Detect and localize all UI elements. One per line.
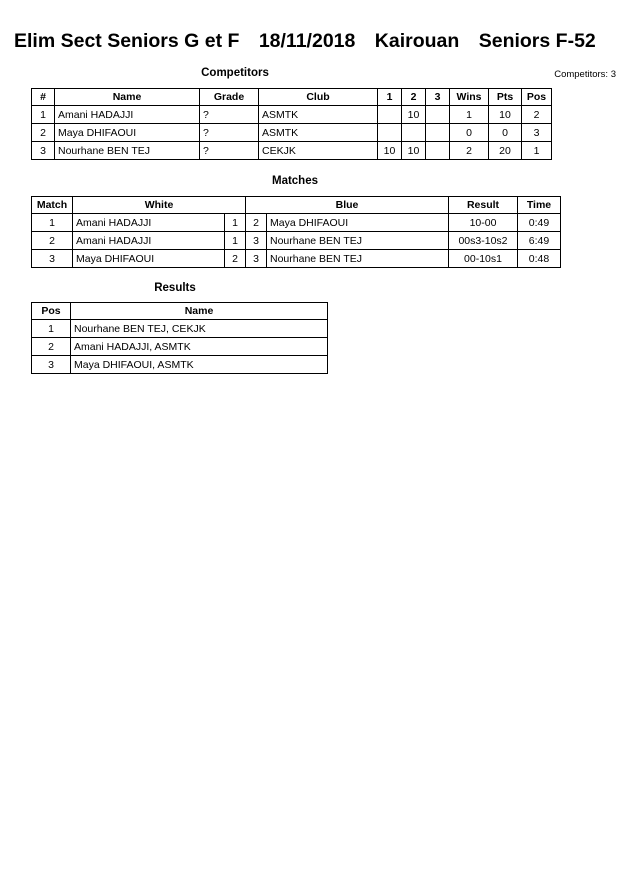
- cell-position: 3: [522, 124, 552, 142]
- cell-grade: ?: [200, 124, 259, 142]
- cell-club: ASMTK: [259, 124, 378, 142]
- cell-blue-number: 3: [246, 250, 267, 268]
- column-header-wins: Wins: [450, 89, 489, 106]
- cell-club: CEKJK: [259, 142, 378, 160]
- cell-time: 6:49: [518, 232, 561, 250]
- cell-white-number: 1: [225, 232, 246, 250]
- cell-white-number: 1: [225, 214, 246, 232]
- column-header-position: Pos: [32, 303, 71, 320]
- matches-table: [31, 196, 561, 268]
- cell-position: 2: [32, 338, 71, 356]
- cell-number: 2: [32, 124, 55, 142]
- column-header-grade: Grade: [200, 89, 259, 106]
- cell-name: Maya DHIFAOUI, ASMTK: [71, 356, 328, 374]
- cell-name: Maya DHIFAOUI: [55, 124, 200, 142]
- cell-points: 20: [489, 142, 522, 160]
- cell-result: 10-00: [449, 214, 518, 232]
- cell-position: 2: [522, 106, 552, 124]
- cell-round-1: [378, 106, 402, 124]
- cell-name: Amani HADAJJI, ASMTK: [71, 338, 328, 356]
- column-header-white: White: [73, 197, 246, 214]
- table-row: [32, 356, 328, 374]
- cell-grade: ?: [200, 106, 259, 124]
- column-header-round-3: 3: [426, 89, 450, 106]
- page-title-location: Kairouan: [374, 30, 460, 52]
- column-header-name: Name: [55, 89, 200, 106]
- cell-white-name: Maya DHIFAOUI: [73, 250, 225, 268]
- cell-match-number: 2: [32, 232, 73, 250]
- cell-round-3: [426, 124, 450, 142]
- cell-round-2: 10: [402, 106, 426, 124]
- cell-position: 3: [32, 356, 71, 374]
- table-header-row: [32, 197, 561, 214]
- cell-round-1: [378, 124, 402, 142]
- column-header-result: Result: [449, 197, 518, 214]
- cell-wins: 2: [450, 142, 489, 160]
- results-caption: Results: [154, 282, 196, 294]
- cell-blue-number: 2: [246, 214, 267, 232]
- cell-points: 0: [489, 124, 522, 142]
- cell-club: ASMTK: [259, 106, 378, 124]
- column-header-club: Club: [259, 89, 378, 106]
- table-row: [32, 214, 561, 232]
- table-row: [32, 124, 552, 142]
- column-header-number: #: [32, 89, 55, 106]
- column-header-round-1: 1: [378, 89, 402, 106]
- table-row: [32, 320, 328, 338]
- matches-caption: Matches: [271, 175, 319, 187]
- page-title-date: 18/11/2018: [258, 30, 356, 52]
- column-header-round-2: 2: [402, 89, 426, 106]
- column-header-points: Pts: [489, 89, 522, 106]
- cell-match-number: 3: [32, 250, 73, 268]
- table-header-row: [32, 303, 328, 320]
- cell-round-3: [426, 142, 450, 160]
- cell-position: 1: [522, 142, 552, 160]
- cell-round-3: [426, 106, 450, 124]
- cell-name: Amani HADAJJI: [55, 106, 200, 124]
- cell-match-number: 1: [32, 214, 73, 232]
- table-row: [32, 142, 552, 160]
- cell-round-2: 10: [402, 142, 426, 160]
- cell-name: Nourhane BEN TEJ: [55, 142, 200, 160]
- cell-result: 00-10s1: [449, 250, 518, 268]
- cell-blue-number: 3: [246, 232, 267, 250]
- cell-wins: 0: [450, 124, 489, 142]
- column-header-match: Match: [32, 197, 73, 214]
- cell-number: 1: [32, 106, 55, 124]
- cell-name: Nourhane BEN TEJ, CEKJK: [71, 320, 328, 338]
- cell-grade: ?: [200, 142, 259, 160]
- column-header-time: Time: [518, 197, 561, 214]
- cell-round-1: 10: [378, 142, 402, 160]
- cell-blue-name: Nourhane BEN TEJ: [267, 250, 449, 268]
- table-header-row: [32, 89, 552, 106]
- page-title: [14, 30, 596, 53]
- cell-blue-name: Nourhane BEN TEJ: [267, 232, 449, 250]
- cell-time: 0:49: [518, 214, 561, 232]
- cell-position: 1: [32, 320, 71, 338]
- cell-points: 10: [489, 106, 522, 124]
- cell-white-name: Amani HADAJJI: [73, 214, 225, 232]
- cell-white-number: 2: [225, 250, 246, 268]
- cell-blue-name: Maya DHIFAOUI: [267, 214, 449, 232]
- table-row: [32, 232, 561, 250]
- column-header-name: Name: [71, 303, 328, 320]
- table-row: [32, 250, 561, 268]
- cell-white-name: Amani HADAJJI: [73, 232, 225, 250]
- cell-result: 00s3-10s2: [449, 232, 518, 250]
- table-row: [32, 106, 552, 124]
- competitors-caption: Competitors: [201, 67, 269, 79]
- cell-round-2: [402, 124, 426, 142]
- cell-wins: 1: [450, 106, 489, 124]
- page-title-category: Seniors F-52: [478, 30, 596, 52]
- results-table: [31, 302, 328, 374]
- page-title-event: Elim Sect Seniors G et F: [14, 30, 240, 52]
- column-header-blue: Blue: [246, 197, 449, 214]
- competitors-count: Competitors: 3: [554, 69, 616, 80]
- cell-number: 3: [32, 142, 55, 160]
- table-row: [32, 338, 328, 356]
- cell-time: 0:48: [518, 250, 561, 268]
- competitors-table: [31, 88, 552, 160]
- column-header-position: Pos: [522, 89, 552, 106]
